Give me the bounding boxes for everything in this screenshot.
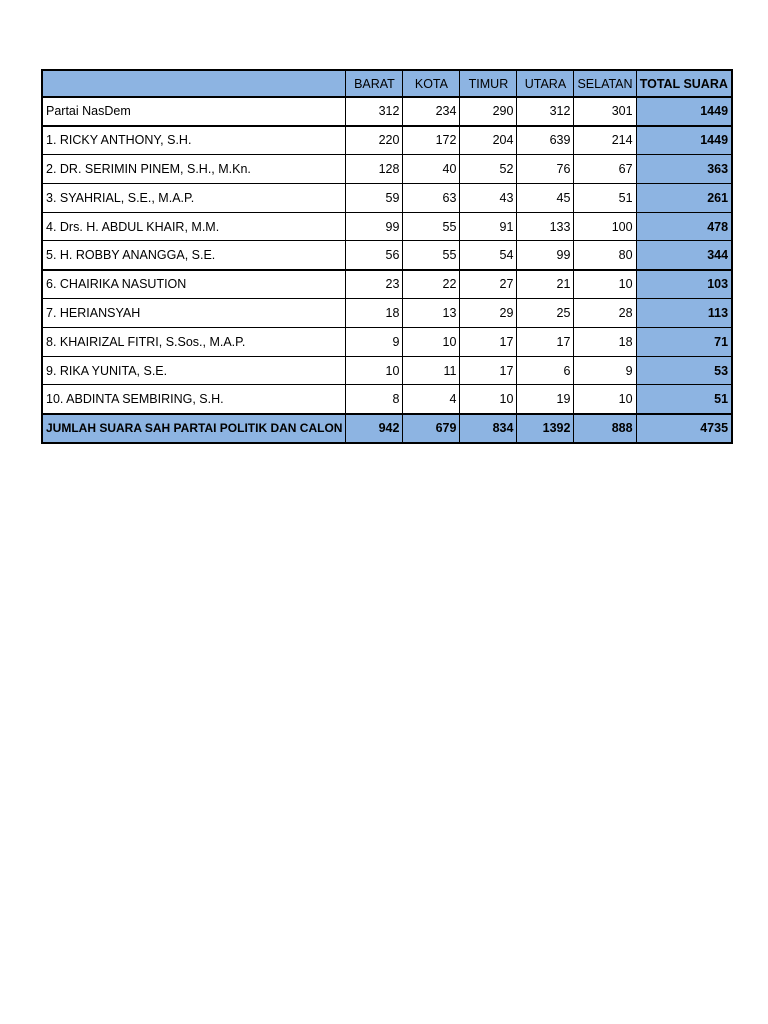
cell-kota: 55 [403,241,460,270]
row-name: 10. ABDINTA SEMBIRING, S.H. [42,385,346,414]
summary-label: JUMLAH SUARA SAH PARTAI POLITIK DAN CALON [42,414,346,443]
cell-timur: 29 [460,299,517,328]
cell-utara: 99 [517,241,574,270]
cell-utara: 17 [517,327,574,356]
summary-total: 4735 [636,414,732,443]
cell-timur: 290 [460,97,517,126]
cell-barat: 59 [346,183,403,212]
table-row [42,356,732,385]
cell-total: 53 [636,356,732,385]
cell-total: 344 [636,241,732,270]
cell-selatan: 18 [574,327,636,356]
vote-tally-table [41,69,733,444]
cell-utara: 21 [517,270,574,299]
row-name: 5. H. ROBBY ANANGGA, S.E. [42,241,346,270]
cell-barat: 312 [346,97,403,126]
row-name: 1. RICKY ANTHONY, S.H. [42,126,346,155]
row-name: 7. HERIANSYAH [42,299,346,328]
table-row [42,212,732,241]
cell-kota: 172 [403,126,460,155]
row-name: Partai NasDem [42,97,346,126]
cell-kota: 13 [403,299,460,328]
table-row [42,126,732,155]
cell-barat: 8 [346,385,403,414]
header-selatan: SELATAN [574,70,636,97]
header-name-cell [42,70,346,97]
cell-selatan: 214 [574,126,636,155]
cell-barat: 10 [346,356,403,385]
cell-timur: 54 [460,241,517,270]
cell-total: 103 [636,270,732,299]
cell-utara: 76 [517,155,574,184]
summary-selatan: 888 [574,414,636,443]
row-name: 3. SYAHRIAL, S.E., M.A.P. [42,183,346,212]
header-row [42,70,732,97]
cell-kota: 11 [403,356,460,385]
summary-utara: 1392 [517,414,574,443]
summary-barat: 942 [346,414,403,443]
cell-kota: 234 [403,97,460,126]
cell-selatan: 51 [574,183,636,212]
cell-timur: 91 [460,212,517,241]
cell-total: 261 [636,183,732,212]
cell-utara: 133 [517,212,574,241]
table-row [42,270,732,299]
cell-timur: 17 [460,356,517,385]
cell-timur: 43 [460,183,517,212]
row-name: 4. Drs. H. ABDUL KHAIR, M.M. [42,212,346,241]
cell-selatan: 10 [574,270,636,299]
cell-kota: 4 [403,385,460,414]
cell-total: 1449 [636,97,732,126]
table-row [42,155,732,184]
table-row [42,385,732,414]
summary-kota: 679 [403,414,460,443]
cell-barat: 18 [346,299,403,328]
cell-kota: 63 [403,183,460,212]
cell-kota: 22 [403,270,460,299]
summary-row [42,414,732,443]
cell-total: 1449 [636,126,732,155]
cell-selatan: 9 [574,356,636,385]
cell-selatan: 10 [574,385,636,414]
cell-kota: 10 [403,327,460,356]
cell-utara: 25 [517,299,574,328]
table-row [42,183,732,212]
cell-selatan: 80 [574,241,636,270]
cell-utara: 6 [517,356,574,385]
cell-selatan: 67 [574,155,636,184]
cell-barat: 220 [346,126,403,155]
cell-utara: 19 [517,385,574,414]
cell-timur: 27 [460,270,517,299]
cell-total: 363 [636,155,732,184]
row-name: 2. DR. SERIMIN PINEM, S.H., M.Kn. [42,155,346,184]
cell-total: 478 [636,212,732,241]
cell-total: 71 [636,327,732,356]
row-name: 6. CHAIRIKA NASUTION [42,270,346,299]
cell-barat: 9 [346,327,403,356]
cell-utara: 45 [517,183,574,212]
cell-selatan: 28 [574,299,636,328]
cell-utara: 639 [517,126,574,155]
header-utara: UTARA [517,70,574,97]
cell-barat: 99 [346,212,403,241]
cell-total: 113 [636,299,732,328]
table-row [42,327,732,356]
cell-utara: 312 [517,97,574,126]
cell-timur: 52 [460,155,517,184]
cell-barat: 56 [346,241,403,270]
table-row [42,299,732,328]
header-timur: TIMUR [460,70,517,97]
cell-total: 51 [636,385,732,414]
header-kota: KOTA [403,70,460,97]
row-name: 8. KHAIRIZAL FITRI, S.Sos., M.A.P. [42,327,346,356]
cell-kota: 55 [403,212,460,241]
cell-kota: 40 [403,155,460,184]
cell-barat: 23 [346,270,403,299]
table-row [42,241,732,270]
cell-barat: 128 [346,155,403,184]
cell-selatan: 301 [574,97,636,126]
cell-timur: 204 [460,126,517,155]
cell-timur: 17 [460,327,517,356]
table-row-party [42,97,732,126]
cell-timur: 10 [460,385,517,414]
summary-timur: 834 [460,414,517,443]
header-barat: BARAT [346,70,403,97]
row-name: 9. RIKA YUNITA, S.E. [42,356,346,385]
header-total-suara: TOTAL SUARA [636,70,732,97]
cell-selatan: 100 [574,212,636,241]
